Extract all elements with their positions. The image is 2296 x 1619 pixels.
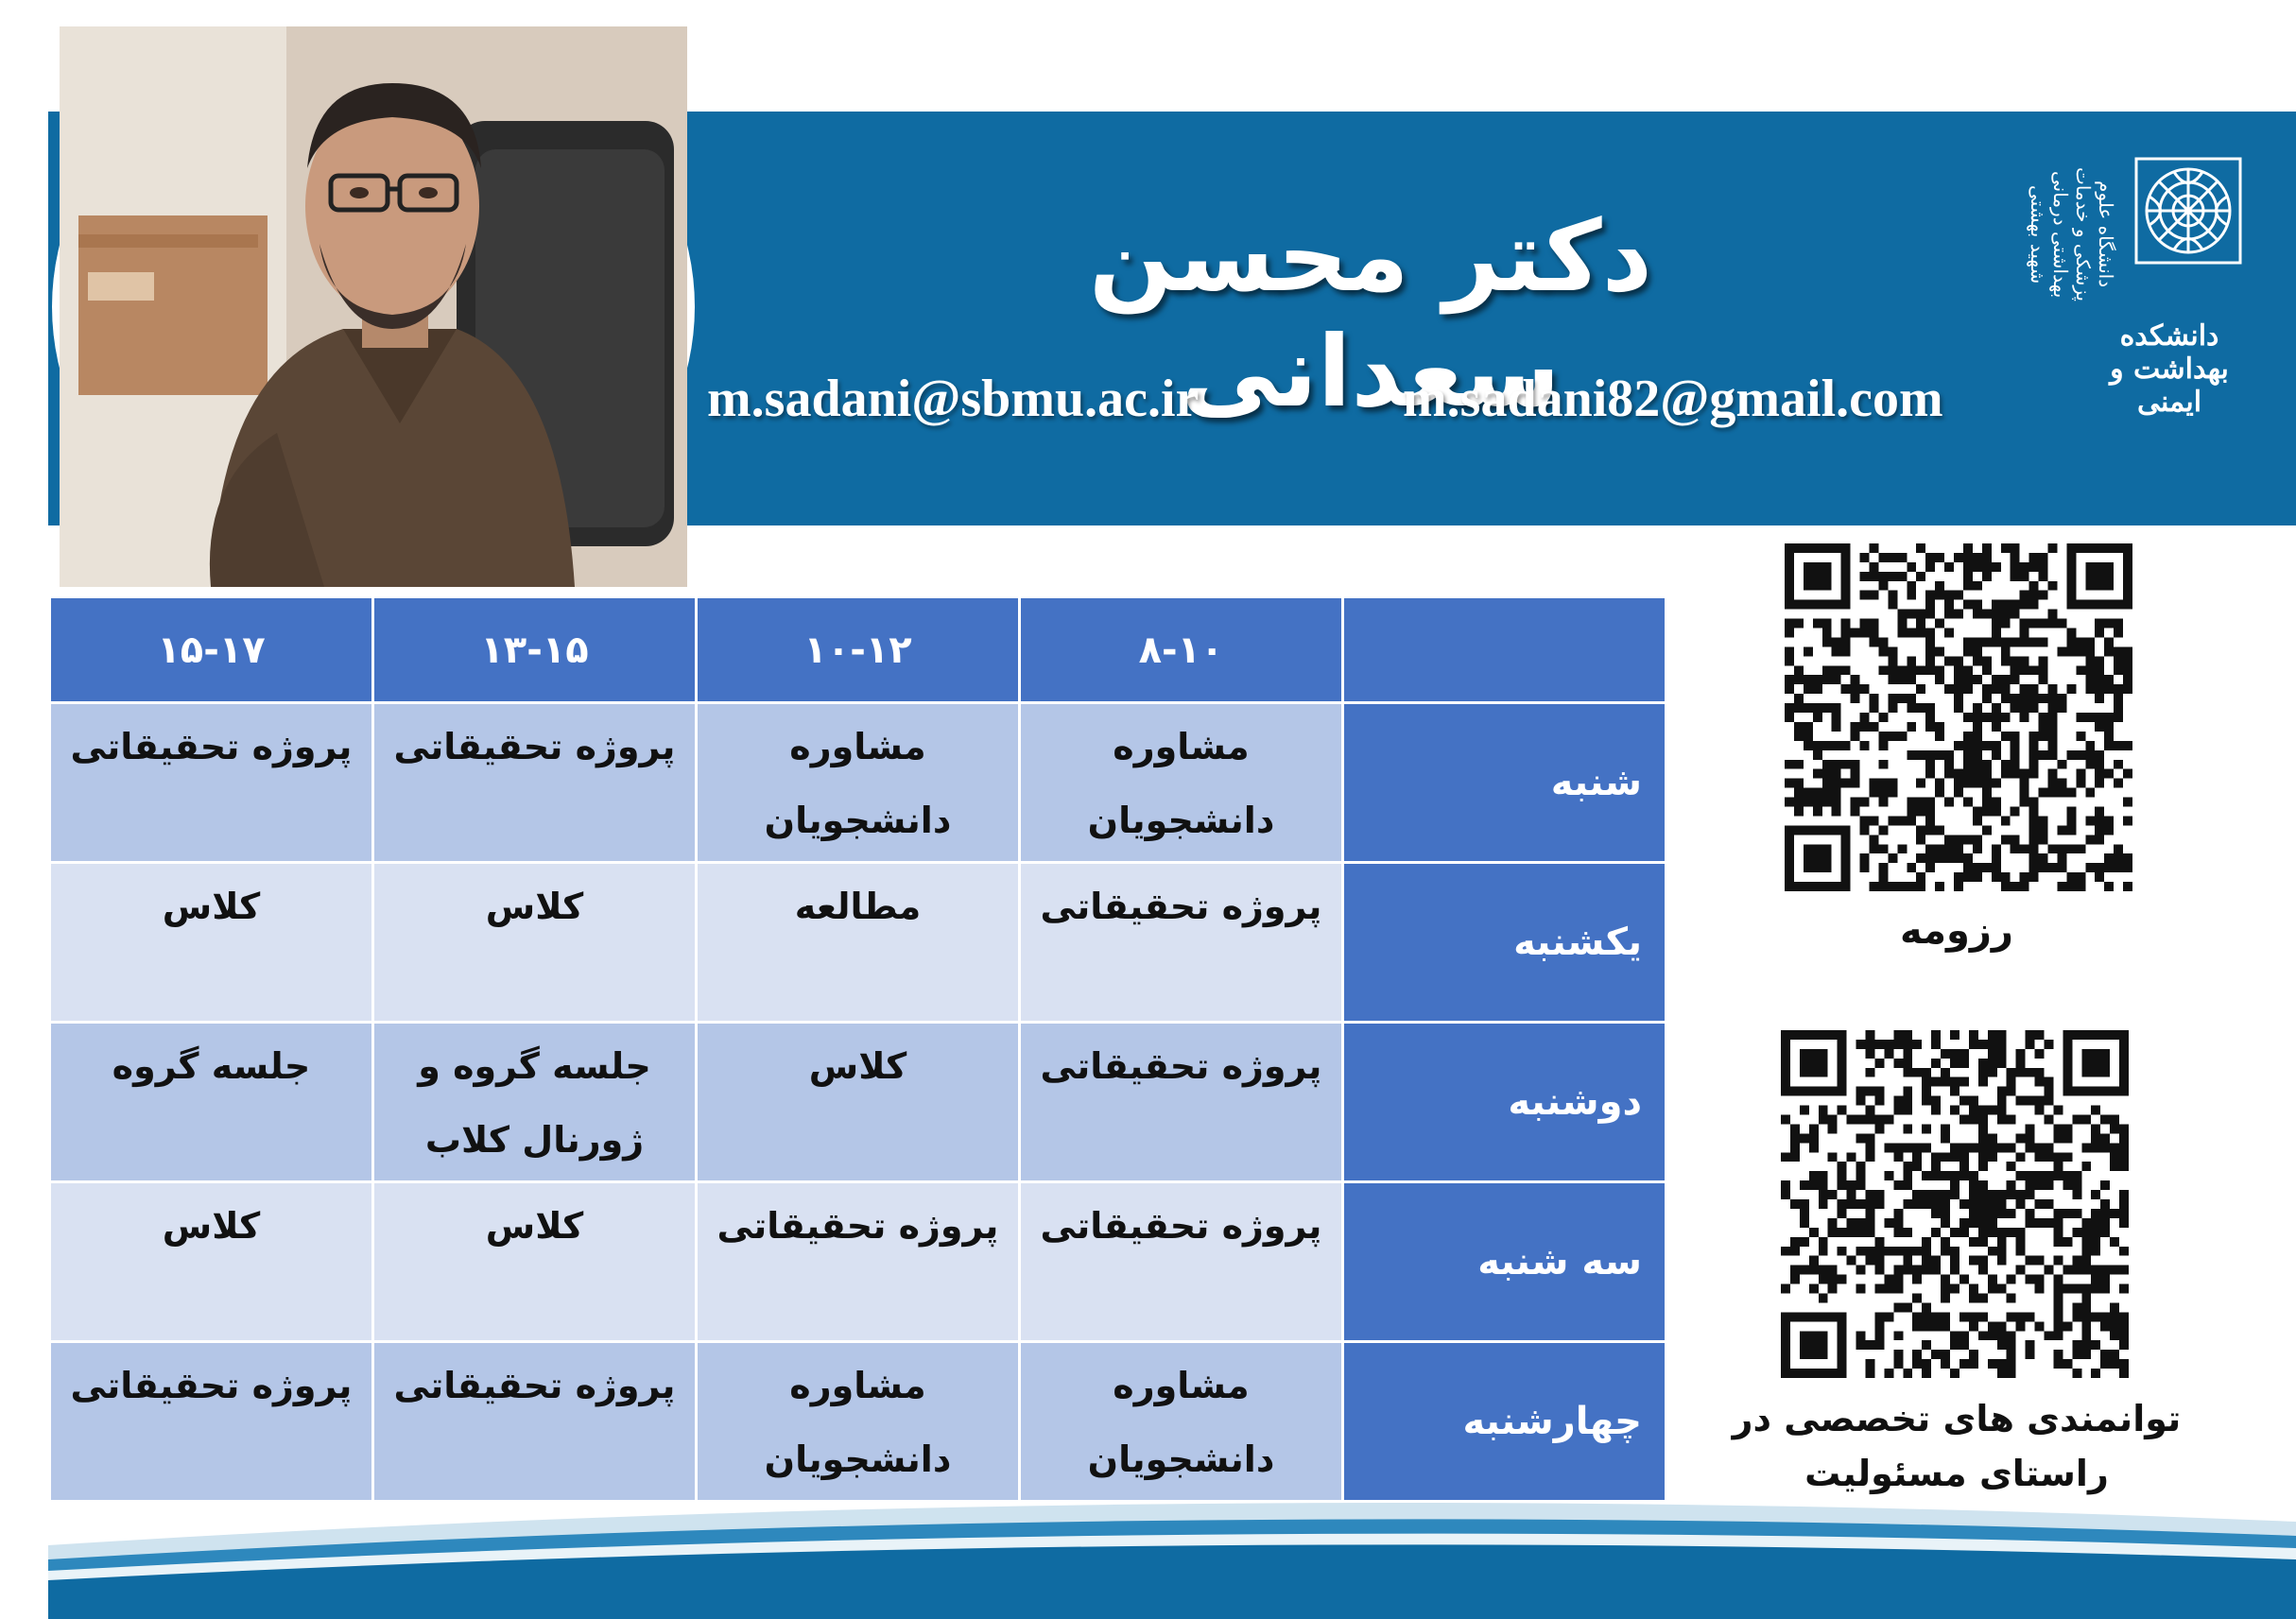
schedule-cell: کلاس: [373, 863, 697, 1023]
column-header-10-12: ۱۰-۱۲: [697, 597, 1020, 703]
schedule-cell: جلسه گروه: [50, 1023, 373, 1182]
schedule-cell: مشاوره دانشجویان: [697, 1342, 1020, 1502]
qr-label-resume: رزومه: [1900, 909, 2013, 953]
schedule-cell: پروژه تحقیقاتی: [1020, 1023, 1343, 1182]
day-label: یکشنبه: [1343, 863, 1666, 1023]
schedule-cell: پروژه تحقیقاتی: [697, 1182, 1020, 1342]
day-label: شنبه: [1343, 703, 1666, 863]
schedule-cell: کلاس: [373, 1182, 697, 1342]
schedule-cell: پروژه تحقیقاتی: [1020, 1182, 1343, 1342]
profile-photo-image: [60, 26, 687, 587]
table-row-sunday: [50, 863, 1666, 1023]
day-label: سه شنبه: [1343, 1182, 1666, 1342]
column-header-13-15: ۱۳-۱۵: [373, 597, 697, 703]
schedule-cell: پروژه تحقیقاتی: [1020, 863, 1343, 1023]
footer-wave-decoration: [48, 1493, 2296, 1619]
column-header-day: [1343, 597, 1666, 703]
qr-code-expertise[interactable]: [1781, 1030, 2129, 1378]
table-header-row: [50, 597, 1666, 703]
profile-photo: [52, 21, 695, 593]
column-header-8-10: ۸-۱۰: [1020, 597, 1343, 703]
schedule-cell: پروژه تحقیقاتی: [373, 1342, 697, 1502]
person-name: دکتر محسن سعدانی: [1089, 198, 1652, 429]
schedule-cell: مطالعه: [697, 863, 1020, 1023]
table-row-wednesday: [50, 1342, 1666, 1502]
table-row-monday: [50, 1023, 1666, 1182]
schedule-cell: کلاس: [50, 1182, 373, 1342]
table-row-tuesday: [50, 1182, 1666, 1342]
schedule-cell: مشاوره دانشجویان: [697, 703, 1020, 863]
schedule-cell: جلسه گروه و ژورنال کلاب: [373, 1023, 697, 1182]
schedule-cell: کلاس: [50, 863, 373, 1023]
logo-faculty-caption: دانشکده بهداشت و ایمنی: [2110, 319, 2229, 419]
qr-code-resume[interactable]: [1785, 543, 2132, 891]
table-row-saturday: [50, 703, 1666, 863]
schedule-cell: کلاس: [697, 1023, 1020, 1182]
schedule-cell: پروژه تحقیقاتی: [373, 703, 697, 863]
schedule-cell: پروژه تحقیقاتی: [50, 1342, 373, 1502]
qr-label-expertise: توانمندی های تخصصی در راستای مسئولیت: [1732, 1398, 2182, 1494]
day-label: چهارشنبه: [1343, 1342, 1666, 1502]
schedule-cell: پروژه تحقیقاتی: [50, 703, 373, 863]
day-label: دوشنبه: [1343, 1023, 1666, 1182]
email-university[interactable]: m.sadani@sbmu.ac.ir: [707, 370, 1200, 428]
email-gmail[interactable]: m.sadani82@gmail.com: [1403, 370, 1943, 428]
logo-university-name: دانشگاه علوم پزشکی و خدمات بهداشتی درمانی شهید بهشتی: [2027, 167, 2117, 301]
schedule-cell: مشاوره دانشجویان: [1020, 703, 1343, 863]
weekly-schedule-table: [48, 595, 1667, 1503]
schedule-cell: مشاوره دانشجویان: [1020, 1342, 1343, 1502]
column-header-15-17: ۱۵-۱۷: [50, 597, 373, 703]
